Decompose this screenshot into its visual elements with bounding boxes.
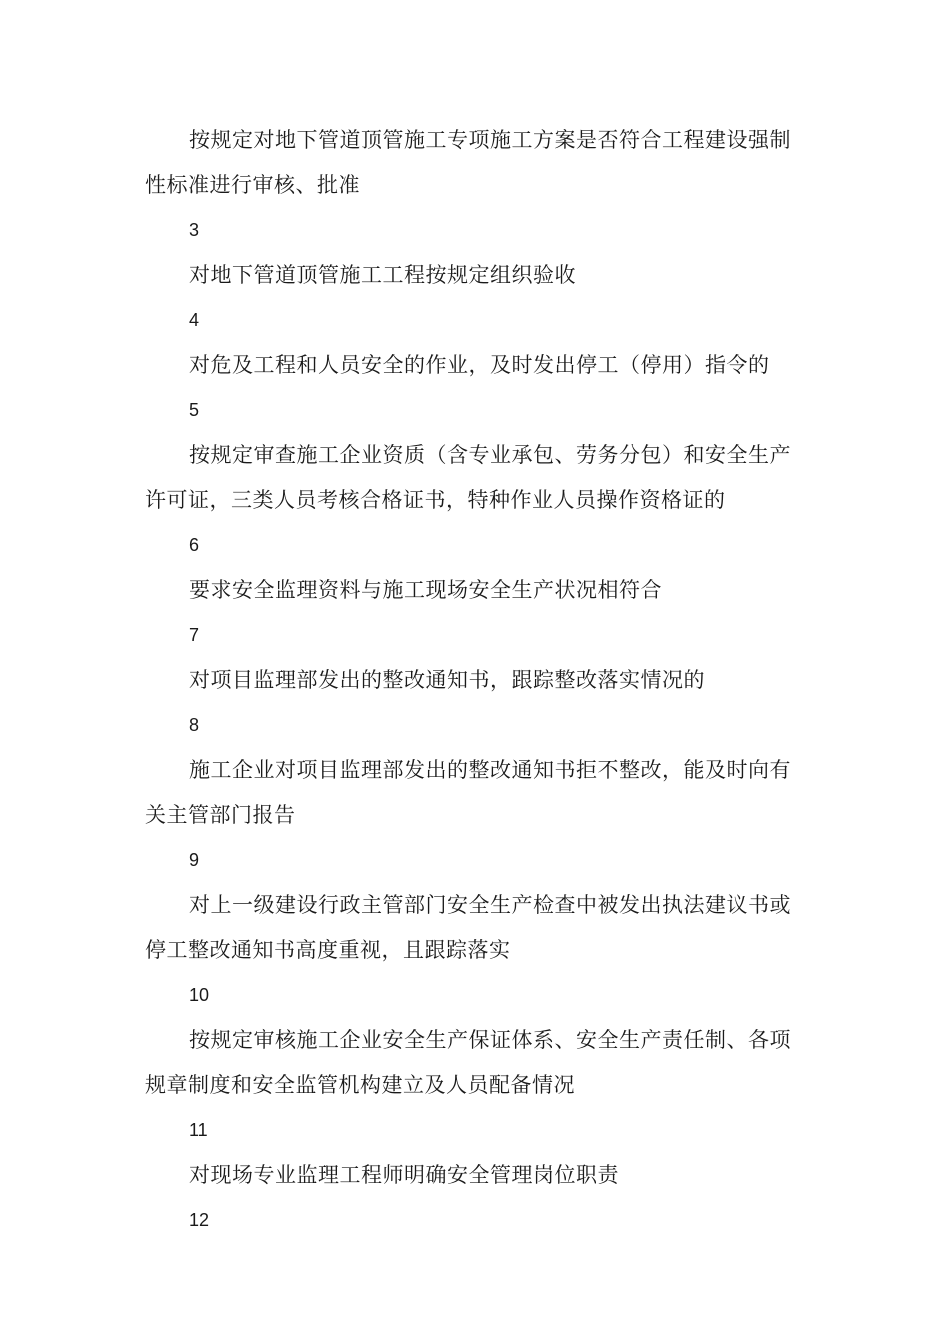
item-number-9: 9	[189, 850, 200, 870]
item-text-3: 对地下管道顶管施工工程按规定组织验收	[189, 263, 576, 287]
item-text-4: 对危及工程和人员安全的作业，及时发出停工（停用）指令的	[189, 353, 770, 377]
item-number-10: 10	[189, 985, 210, 1005]
item-text-11: 对现场专业监理工程师明确安全管理岗位职责	[189, 1163, 619, 1187]
item-text-9: 对上一级建设行政主管部门安全生产检查中被发出执法建议书或停工整改通知书高度重视，且跟踪落实	[145, 893, 791, 962]
item-number-8: 8	[189, 715, 200, 735]
item-text-2: 按规定对地下管道顶管施工专项施工方案是否符合工程建设强制性标准进行审核、批准	[145, 128, 791, 197]
item-number-11: 11	[189, 1120, 208, 1140]
item-number-12: 12	[189, 1210, 210, 1230]
item-number-5: 5	[189, 400, 200, 420]
item-number-6: 6	[189, 535, 200, 555]
item-text-5: 按规定审查施工企业资质（含专业承包、劳务分包）和安全生产许可证，三类人员考核合格证书，特种作业人员操作资格证的	[145, 443, 791, 512]
item-text-6: 要求安全监理资料与施工现场安全生产状况相符合	[189, 578, 662, 602]
item-text-8: 施工企业对项目监理部发出的整改通知书拒不整改，能及时向有关主管部门报告	[145, 758, 791, 827]
item-number-4: 4	[189, 310, 200, 330]
item-text-7: 对项目监理部发出的整改通知书，跟踪整改落实情况的	[189, 668, 705, 692]
document-page	[145, 118, 810, 1243]
item-number-3: 3	[189, 220, 200, 240]
item-text-10: 按规定审核施工企业安全生产保证体系、安全生产责任制、各项规章制度和安全监管机构建立及人员配备情况	[145, 1028, 791, 1097]
item-number-7: 7	[189, 625, 200, 645]
